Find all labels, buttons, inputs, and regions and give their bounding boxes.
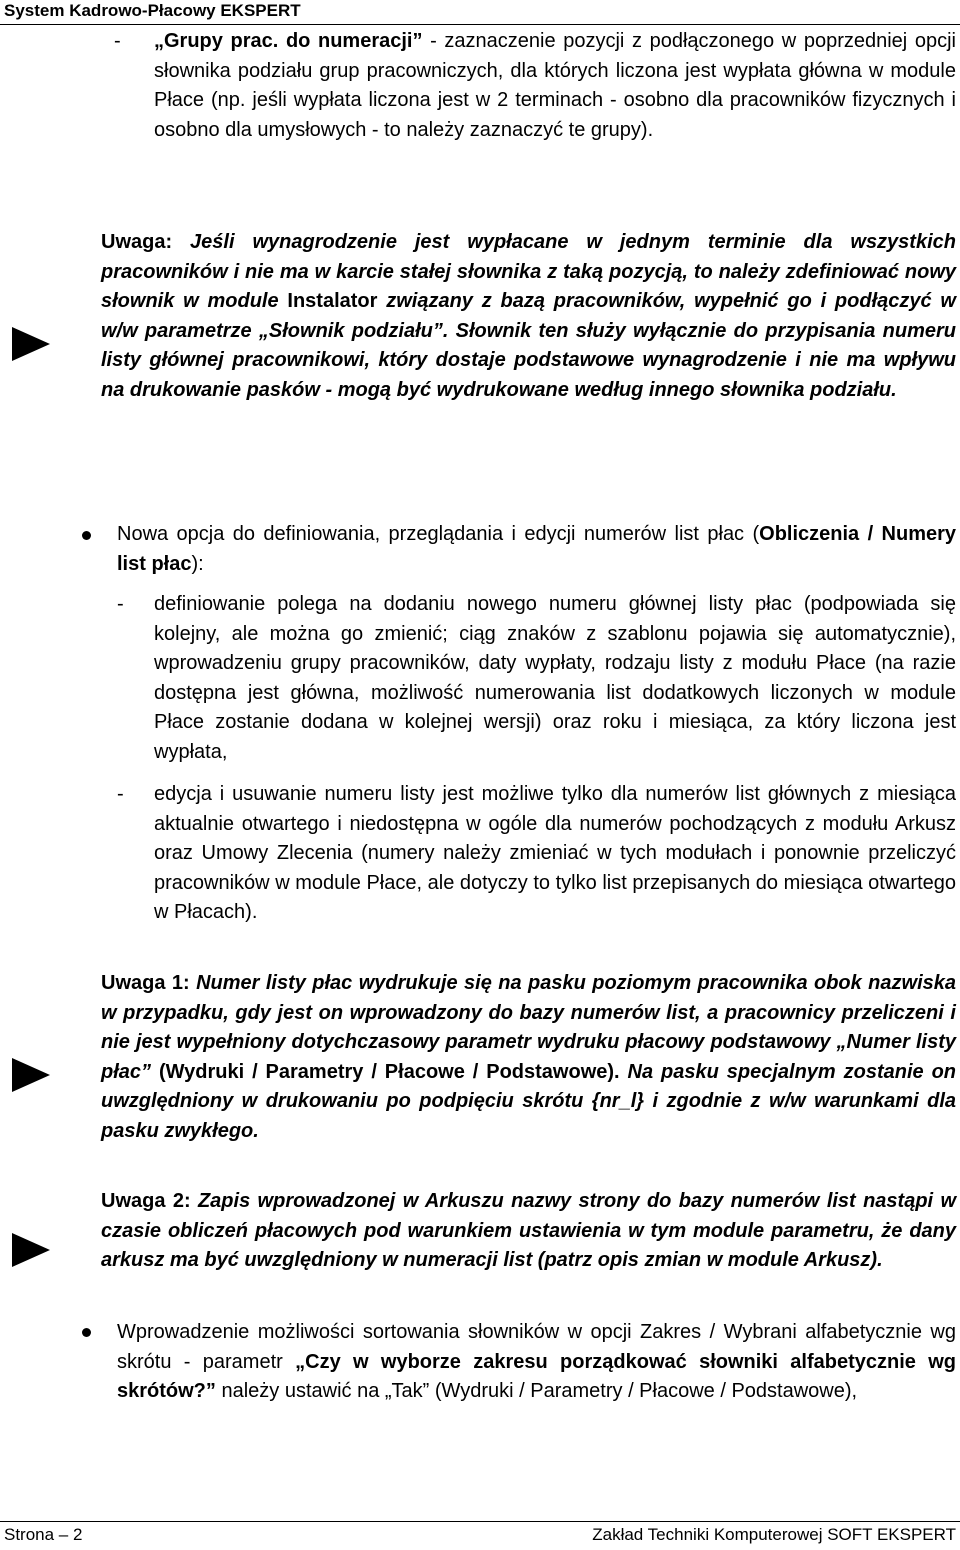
- note-arrow-icon: [12, 1233, 50, 1267]
- bullet1-text: Nowa opcja do definiowania, przeglądania i edycji numerów list płac (: [117, 523, 760, 545]
- bullet-dot-icon: [82, 531, 91, 540]
- note2-text: Zapis wprowadzonej w Arkuszu nazwy strony do bazy numerów list nastąpi w czasie obliczeń płacowych pod warunkiem ustawienia w tym module parametru, że dany arkusz ma być uwzględniony w numeracji list (patrz opis zmian w module Arkusz).: [101, 1190, 956, 1271]
- note1-text-b: Na pasku specjalnym zostanie on uwzględniony w drukowaniu po podpięciu skrótu {nr_l} i zgodnie z w/w warunkami dla pasku zwykłego.: [101, 1060, 957, 1142]
- note-arrow-icon: [12, 327, 50, 361]
- header-title: System Kadrowo-Płacowy EKSPERT: [4, 1, 301, 20]
- sub-item-marker: -: [117, 593, 124, 615]
- sub-item-definiowanie: definiowanie polega na dodaniu nowego numeru głównej listy płac (podpowiada się kolejny, ale można go zmienić; ciąg znaków z szablonu pojawia się automatycznie), wprowadzeniu grupy pracowników, daty wypłaty, rodzaju listy z modułu Płace (na razie dostępna jest główna, możliwość numerowania list dodatkowych liczonych w module Płace zostanie dodana w kolejnej wersji) oraz roku i miesiąca, za który liczona jest wypłata,: [154, 593, 956, 763]
- note-1: [101, 969, 956, 1146]
- bullet2-text-b: należy ustawić na „Tak” (Wydruki / Parametry / Płacowe / Podstawowe),: [215, 1380, 858, 1402]
- company-name: Zakład Techniki Komputerowej SOFT EKSPERT: [592, 1525, 956, 1544]
- bullet2-bold: „Czy w wyborze zakresu porządkować słowniki alfabetycznie wg skrótów?”: [117, 1350, 956, 1402]
- intro-item-marker: -: [114, 30, 121, 52]
- sub-item-marker: -: [117, 783, 124, 805]
- note1-path: (Wydruki / Parametry / Płacowe / Podstawowe).: [158, 1060, 620, 1083]
- note1-text-a: Numer listy płac wydrukuje się na pasku poziomym pracownika obok nazwiska w przypadku, gdy jest on wprowadzony do bazy numerów list, a pracownicy przeliczeni i nie jest wypełniony dotychczasowy parametr wydruku płacowy podstawowy „Numer listy płac”: [101, 972, 957, 1083]
- intro-item: [154, 27, 956, 145]
- note-main-text-b: związany z bazą pracowników, wypełnić go i podłączyć w w/w parametrze „Słownik podziału”. Słownik ten służy wyłącznie do przypisania numeru listy głównej pracownikowi, który dostaje podstawowe wynagrodzenie i nie ma wpływu na drukowanie pasków - mogą być wydrukowane według innego słownika podziału.: [101, 290, 956, 401]
- intro-item-bold: „Grupy prac. do numeracji”: [154, 30, 423, 52]
- bullet-numery-list: [117, 520, 956, 579]
- note-arrow-icon: [12, 1058, 50, 1092]
- bullet1-bold: Obliczenia / Numery list płac: [117, 523, 957, 575]
- page-footer: [0, 1521, 960, 1550]
- note-main: [101, 228, 956, 405]
- bullet2-text-a: Wprowadzenie możliwości sortowania słowników w opcji Zakres / Wybrani alfabetycznie wg skrótu - parametr: [117, 1321, 956, 1373]
- note-2: [101, 1187, 956, 1276]
- bullet-dot-icon: [82, 1328, 91, 1337]
- intro-item-text: - zaznaczenie pozycji z podłączonego w poprzedniej opcji słownika podziału grup pracowniczych, dla których liczona jest wypłata główna w module Płace (np. jeśli wypłata liczona jest w 2 terminach - osobno dla pracowników fizycznych i osobno dla umysłowych - to należy zaznaczyć te grupy).: [154, 30, 956, 141]
- note-main-label: Uwaga:: [101, 231, 173, 253]
- note-main-instalator: Instalator: [287, 290, 378, 312]
- bullet1-tail: ):: [191, 552, 204, 575]
- note-main-text-a: Jeśli wynagrodzenie jest wypłacane w jednym terminie dla wszystkich pracowników i nie ma w karcie stałej słownika z taką pozycją, to należy zdefiniować nowy słownik w module: [101, 231, 956, 312]
- page-number: Strona – 2: [4, 1525, 83, 1544]
- running-header: [0, 0, 960, 25]
- sub-item-edycja: edycja i usuwanie numeru listy jest możliwe tylko dla numerów list głównych z miesiąca aktualnie otwartego i niedostępna w ogóle dla numerów pochodzących z modułu Arkusz oraz Umowy Zlecenia (numery należy zmieniać w tych modułach i ponownie przeliczyć pracowników w module Płace, ale dotyczy to tylko list przepisanych do miesiąca otwartego w Płacach).: [154, 783, 956, 923]
- note1-label: Uwaga 1:: [101, 972, 190, 994]
- note2-label: Uwaga 2:: [101, 1190, 191, 1212]
- bullet-sortowanie: [117, 1318, 956, 1407]
